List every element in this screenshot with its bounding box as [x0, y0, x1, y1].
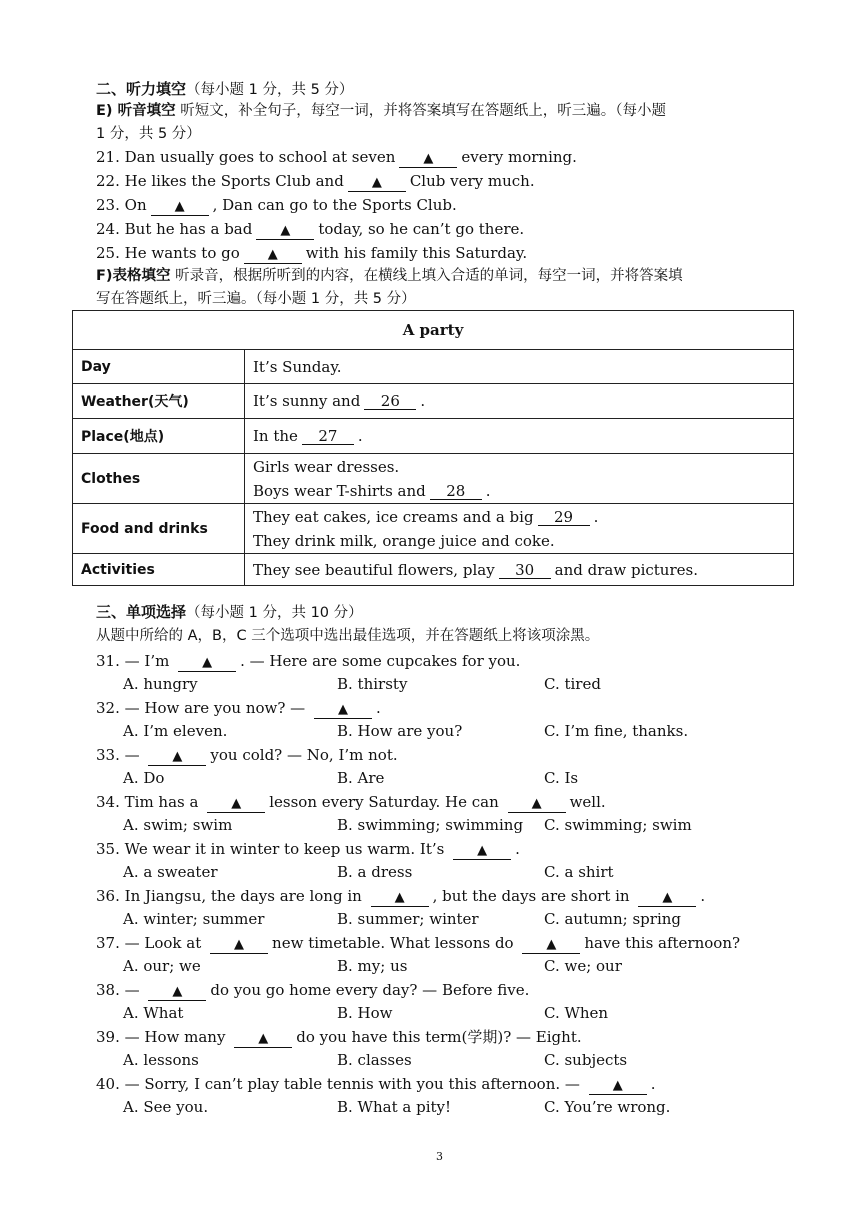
row-value-line: [253, 529, 785, 553]
question-stem: [96, 744, 398, 766]
question-number: 33.: [96, 746, 120, 764]
option-a: A. winter; summer: [123, 910, 265, 928]
table-row: [73, 454, 794, 504]
option-b: B. thirsty: [337, 675, 408, 693]
item-text: He likes the Sports Club and: [124, 172, 344, 190]
option-c: C. When: [544, 1004, 609, 1022]
value-text: In the: [253, 427, 298, 445]
value-text: Boys wear T-shirts and: [253, 481, 426, 500]
option-a: A. What: [123, 1004, 184, 1022]
item-text: Club very much.: [409, 172, 535, 190]
value-text: They eat cakes, ice creams and a big: [253, 507, 534, 526]
question-number: 34.: [96, 793, 120, 811]
stem-text: In Jiangsu, the days are long in: [124, 887, 362, 905]
question-stem: [96, 697, 381, 719]
row-value-line: [253, 389, 785, 413]
partF-instruction-cont: 写在答题纸上，听三遍。（每小题 1 分，共 5 分）: [96, 291, 416, 307]
item-text: He wants to go: [124, 244, 240, 262]
stem-text: have this afternoon?: [584, 934, 741, 952]
answer-blank: ▲: [314, 702, 372, 719]
option-b: B. What a pity!: [337, 1098, 452, 1116]
row-value: [245, 504, 794, 554]
item-number: 25.: [96, 244, 120, 262]
stem-text: We wear it in winter to keep us warm. It’s: [124, 840, 445, 858]
answer-blank: ▲: [522, 937, 580, 954]
row-value: [245, 419, 794, 454]
table-title: A party: [73, 311, 794, 350]
value-text: .: [593, 507, 599, 526]
partE-instruction-cont: 1 分，共 5 分）: [96, 126, 201, 142]
row-value-line: [253, 479, 785, 503]
item-number: 22.: [96, 172, 120, 190]
stem-text: — Sorry, I can’t play table tennis with you this afternoon. —: [124, 1075, 580, 1093]
row-label: Clothes: [73, 454, 245, 504]
answer-blank: ▲: [256, 223, 314, 240]
stem-text: lesson every Saturday. He can: [269, 793, 499, 811]
question-stem: [96, 1026, 582, 1048]
partE-instruction: E) 听音填空 听短文，补全句子，每空一词，并将答案填写在答题纸上，听三遍。（每小题: [96, 103, 666, 119]
listening-item: [96, 194, 457, 216]
question-stem: [96, 650, 520, 672]
value-text: and draw pictures.: [554, 560, 698, 579]
table-row: [73, 504, 794, 554]
answer-blank: 26: [364, 393, 416, 410]
answer-blank: ▲: [589, 1078, 647, 1095]
option-a: A. lessons: [123, 1051, 199, 1069]
listening-item: [96, 146, 577, 168]
item-text: Dan usually goes to school at seven: [124, 148, 396, 166]
section2-heading: 二、听力填空（每小题 1 分，共 5 分）: [96, 80, 354, 98]
option-a: A. our; we: [123, 957, 201, 975]
row-value-line: [253, 355, 785, 379]
row-value-line: [253, 558, 785, 582]
stem-text: Tim has a: [124, 793, 199, 811]
stem-text: — I’m: [124, 652, 170, 670]
option-c: C. autumn; spring: [544, 910, 682, 928]
row-value-line: [253, 505, 785, 529]
stem-text: well.: [569, 793, 606, 811]
option-c: C. You’re wrong.: [544, 1098, 671, 1116]
answer-blank: ▲: [148, 749, 206, 766]
answer-blank: ▲: [453, 843, 511, 860]
stem-text: —: [124, 746, 140, 764]
value-text: .: [420, 392, 426, 410]
stem-text: .: [375, 699, 381, 717]
answer-blank: ▲: [234, 1031, 292, 1048]
value-text: Girls wear dresses.: [253, 457, 400, 476]
item-number: 23.: [96, 196, 120, 214]
answer-blank: ▲: [210, 937, 268, 954]
question-stem: [96, 838, 520, 860]
answer-blank: ▲: [151, 199, 209, 216]
stem-text: new timetable. What lessons do: [272, 934, 514, 952]
item-text: , Dan can go to the Sports Club.: [212, 196, 457, 214]
stem-text: —: [124, 981, 140, 999]
row-label: Place(地点): [73, 419, 245, 454]
value-text: .: [485, 481, 491, 500]
party-table: [72, 310, 794, 586]
stem-text: .: [650, 1075, 656, 1093]
stem-text: .: [700, 887, 706, 905]
answer-blank: ▲: [399, 151, 457, 168]
question-stem: [96, 1073, 655, 1095]
question-number: 36.: [96, 887, 120, 905]
item-number: 24.: [96, 220, 120, 238]
option-b: B. summer; winter: [337, 910, 479, 928]
option-b: B. my; us: [337, 957, 408, 975]
item-text: today, so he can’t go there.: [318, 220, 525, 238]
question-number: 37.: [96, 934, 120, 952]
answer-blank: ▲: [178, 655, 236, 672]
question-stem: [96, 885, 705, 907]
row-value-line: [253, 424, 785, 448]
value-text: They see beautiful flowers, play: [253, 560, 495, 579]
row-label: Day: [73, 350, 245, 384]
row-label: Food and drinks: [73, 504, 245, 554]
item-text: every morning.: [461, 148, 577, 166]
option-a: A. I’m eleven.: [123, 722, 228, 740]
stem-text: — Look at: [124, 934, 202, 952]
answer-blank: ▲: [207, 796, 265, 813]
stem-text: , but the days are short in: [432, 887, 630, 905]
option-c: C. tired: [544, 675, 601, 693]
option-b: B. a dress: [337, 863, 413, 881]
question-number: 40.: [96, 1075, 120, 1093]
answer-blank: ▲: [638, 890, 696, 907]
question-stem: [96, 791, 606, 813]
option-c: C. Is: [544, 769, 579, 787]
stem-text: — How are you now? —: [124, 699, 306, 717]
option-a: A. See you.: [123, 1098, 209, 1116]
stem-text: you cold? — No, I’m not.: [210, 746, 398, 764]
value-text: It’s sunny and: [253, 392, 361, 410]
answer-blank: 28: [430, 483, 482, 500]
question-stem: [96, 932, 740, 954]
item-text: On: [124, 196, 147, 214]
question-number: 39.: [96, 1028, 120, 1046]
row-value-line: [253, 455, 785, 479]
stem-text: do you go home every day? — Before five.: [210, 981, 530, 999]
question-number: 32.: [96, 699, 120, 717]
answer-blank: 30: [499, 562, 551, 579]
partF-instruction: F)表格填空 听录音，根据所听到的内容，在横线上填入合适的单词，每空一词，并将答案填: [96, 268, 683, 284]
item-text: with his family this Saturday.: [305, 244, 528, 262]
section3-heading: 三、单项选择（每小题 1 分，共 10 分）: [96, 603, 363, 621]
option-b: B. classes: [337, 1051, 412, 1069]
answer-blank: 29: [538, 509, 590, 526]
table-row: [73, 384, 794, 419]
answer-blank: ▲: [508, 796, 566, 813]
page-number: 3: [436, 1150, 443, 1163]
stem-text: . — Here are some cupcakes for you.: [240, 652, 521, 670]
listening-item: [96, 218, 524, 240]
listening-item: [96, 242, 527, 264]
row-value: [245, 554, 794, 586]
item-number: 21.: [96, 148, 120, 166]
answer-blank: 27: [302, 428, 354, 445]
option-c: C. a shirt: [544, 863, 614, 881]
option-c: C. swimming; swim: [544, 816, 692, 834]
option-c: C. we; our: [544, 957, 622, 975]
row-label: Activities: [73, 554, 245, 586]
row-value: [245, 454, 794, 504]
option-a: A. swim; swim: [123, 816, 233, 834]
option-c: C. subjects: [544, 1051, 628, 1069]
answer-blank: ▲: [148, 984, 206, 1001]
item-text: But he has a bad: [124, 220, 253, 238]
section3-instruction: 从题中所给的 A，B，C 三个选项中选出最佳选项，并在答题纸上将该项涂黑。: [96, 628, 600, 644]
value-text: .: [357, 427, 363, 445]
option-b: B. Are: [337, 769, 385, 787]
table-row: [73, 554, 794, 586]
option-b: B. How are you?: [337, 722, 463, 740]
table-row: [73, 350, 794, 384]
value-text: They drink milk, orange juice and coke.: [253, 531, 555, 550]
option-a: A. Do: [123, 769, 165, 787]
option-b: B. swimming; swimming: [337, 816, 524, 834]
answer-blank: ▲: [244, 247, 302, 264]
stem-text: .: [515, 840, 520, 858]
row-value: [245, 350, 794, 384]
answer-blank: ▲: [348, 175, 406, 192]
value-text: It’s Sunday.: [253, 357, 342, 376]
row-value: [245, 384, 794, 419]
question-number: 38.: [96, 981, 120, 999]
stem-text: do you have this term(学期)? — Eight.: [296, 1028, 582, 1046]
question-number: 31.: [96, 652, 120, 670]
option-a: A. a sweater: [123, 863, 218, 881]
question-number: 35.: [96, 840, 120, 858]
stem-text: — How many: [124, 1028, 226, 1046]
table-row: [73, 419, 794, 454]
listening-item: [96, 170, 535, 192]
answer-blank: ▲: [371, 890, 429, 907]
question-stem: [96, 979, 529, 1001]
option-c: C. I’m fine, thanks.: [544, 722, 689, 740]
row-label: Weather(天气): [73, 384, 245, 419]
option-a: A. hungry: [123, 675, 198, 693]
option-b: B. How: [337, 1004, 393, 1022]
